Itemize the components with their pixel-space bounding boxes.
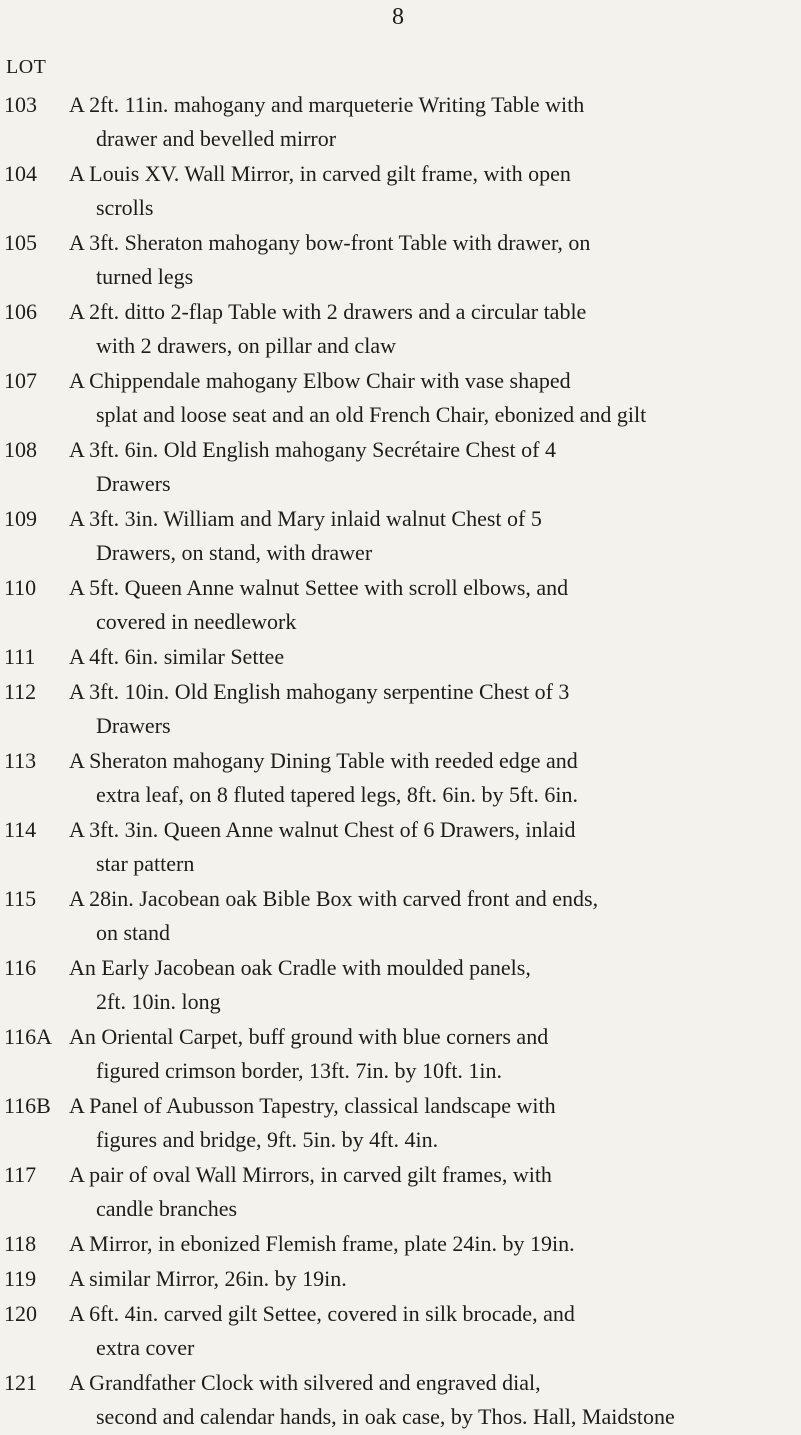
- page-number: 8: [392, 4, 404, 30]
- lot-description-line: A Panel of Aubusson Tapestry, classical landscape with: [69, 1093, 556, 1118]
- lot-entry: [0, 813, 801, 881]
- lot-entry: [0, 744, 801, 812]
- lot-entry: [0, 1089, 801, 1157]
- lot-description: [52, 675, 801, 743]
- lot-description-line: A 3ft. 3in. William and Mary inlaid walnut Chest of 5: [69, 506, 542, 531]
- lot-description-line: A 3ft. 6in. Old English mahogany Secrétaire Chest of 4: [69, 437, 556, 462]
- lot-description: [52, 1297, 801, 1365]
- lot-number: 106: [4, 299, 37, 324]
- lot-description-line: A 6ft. 4in. carved gilt Settee, covered in silk brocade, and: [69, 1301, 575, 1326]
- lot-description-line: A 5ft. Queen Anne walnut Settee with scroll elbows, and: [69, 575, 569, 600]
- lot-entry: [0, 675, 801, 743]
- lot-description-line: An Oriental Carpet, buff ground with blue corners and: [69, 1024, 549, 1049]
- lot-entry: [0, 295, 801, 363]
- lot-description: [52, 157, 801, 225]
- lot-number: 103: [4, 92, 37, 117]
- lot-number: 116B: [4, 1093, 51, 1118]
- lot-description: [52, 951, 801, 1019]
- lot-description: [52, 813, 801, 881]
- lot-description-line: A similar Mirror, 26in. by 19in.: [69, 1266, 347, 1291]
- lot-number: 107: [4, 368, 37, 393]
- lot-description-continuation: Drawers, on stand, with drawer: [96, 540, 373, 565]
- lot-description-continuation: with 2 drawers, on pillar and claw: [96, 333, 396, 358]
- lot-description-continuation: figures and bridge, 9ft. 5in. by 4ft. 4in.: [96, 1127, 439, 1152]
- lot-description-line: A 2ft. 11in. mahogany and marqueterie Writing Table with: [69, 92, 585, 117]
- lot-entry: [0, 640, 801, 674]
- lot-description-line: A Grandfather Clock with silvered and engraved dial,: [69, 1370, 541, 1395]
- lot-number: 121: [4, 1370, 37, 1395]
- lot-description-continuation: extra leaf, on 8 fluted tapered legs, 8ft. 6in. by 5ft. 6in.: [96, 782, 579, 807]
- lot-number: 116: [4, 955, 37, 980]
- lot-description: [52, 1366, 801, 1434]
- lot-number: 104: [4, 161, 37, 186]
- lot-description: [68, 1020, 801, 1088]
- lot-description-continuation: star pattern: [96, 851, 195, 876]
- lot-number: 108: [4, 437, 37, 462]
- lot-number: 109: [4, 506, 37, 531]
- lot-description-line: A Chippendale mahogany Elbow Chair with vase shaped: [69, 368, 571, 393]
- lot-number: 120: [4, 1301, 37, 1326]
- lot-description: [52, 1227, 801, 1261]
- lot-description-continuation: covered in needlework: [96, 609, 297, 634]
- lot-number: 110: [4, 575, 37, 600]
- lot-description: [52, 433, 801, 501]
- lot-entry: [0, 502, 801, 570]
- lot-description-continuation: Drawers: [96, 471, 171, 496]
- lot-entry: [0, 226, 801, 294]
- lot-entry: [0, 882, 801, 950]
- lot-number: 119: [4, 1266, 37, 1291]
- lot-description-line: A 3ft. 10in. Old English mahogany serpentine Chest of 3: [69, 679, 570, 704]
- lot-description-line: A 28in. Jacobean oak Bible Box with carved front and ends,: [69, 886, 599, 911]
- lot-number: 115: [4, 886, 37, 911]
- lot-entry: [0, 571, 801, 639]
- lot-description-line: An Early Jacobean oak Cradle with moulded panels,: [69, 955, 531, 980]
- lot-description-continuation: on stand: [96, 920, 170, 945]
- lot-description-line: A Mirror, in ebonized Flemish frame, plate 24in. by 19in.: [69, 1231, 575, 1256]
- lot-number: 112: [4, 679, 37, 704]
- lot-entry: [0, 88, 801, 156]
- lot-entry: [0, 1297, 801, 1365]
- lot-description: [52, 502, 801, 570]
- lot-description: [52, 1262, 801, 1296]
- lot-description-continuation: drawer and bevelled mirror: [96, 126, 337, 151]
- lot-description-continuation: 2ft. 10in. long: [96, 989, 221, 1014]
- lot-column-heading: LOT: [6, 56, 47, 78]
- lot-description-continuation: candle branches: [96, 1196, 238, 1221]
- lot-description-continuation: figured crimson border, 13ft. 7in. by 10ft. 1in.: [96, 1058, 503, 1083]
- lot-number: 105: [4, 230, 37, 255]
- lot-list: [0, 88, 801, 1435]
- lot-entry: [0, 1158, 801, 1226]
- lot-description-continuation: extra cover: [96, 1335, 195, 1360]
- lot-description-continuation: second and calendar hands, in oak case, by Thos. Hall, Maidstone: [96, 1404, 675, 1429]
- lot-description-continuation: scrolls: [96, 195, 154, 220]
- lot-description: [52, 88, 801, 156]
- lot-description-line: A Louis XV. Wall Mirror, in carved gilt frame, with open: [69, 161, 571, 186]
- lot-description: [52, 226, 801, 294]
- lot-description-continuation: Drawers: [96, 713, 171, 738]
- lot-description: [52, 295, 801, 363]
- lot-number: 116A: [4, 1024, 53, 1049]
- lot-description-line: A Sheraton mahogany Dining Table with reeded edge and: [69, 748, 578, 773]
- lot-description: [52, 364, 801, 432]
- lot-entry: [0, 157, 801, 225]
- lot-entry: [0, 1262, 801, 1296]
- lot-entry: [0, 364, 801, 432]
- lot-entry: [0, 1227, 801, 1261]
- lot-description-line: A pair of oval Wall Mirrors, in carved gilt frames, with: [69, 1162, 552, 1187]
- lot-description-line: A 2ft. ditto 2-flap Table with 2 drawers and a circular table: [69, 299, 587, 324]
- lot-description: [68, 1089, 801, 1157]
- lot-entry: [0, 1366, 801, 1434]
- lot-description-line: A 3ft. 3in. Queen Anne walnut Chest of 6 Drawers, inlaid: [69, 817, 576, 842]
- lot-description: [52, 640, 801, 674]
- lot-number: 113: [4, 748, 37, 773]
- lot-entry: [0, 951, 801, 1019]
- lot-number: 118: [4, 1231, 37, 1256]
- lot-description-continuation: turned legs: [96, 264, 194, 289]
- lot-description: [52, 744, 801, 812]
- lot-number: 117: [4, 1162, 37, 1187]
- lot-description-line: A 3ft. Sheraton mahogany bow-front Table with drawer, on: [69, 230, 591, 255]
- lot-description: [52, 882, 801, 950]
- lot-description-continuation: splat and loose seat and an old French Chair, ebonized and gilt: [96, 402, 647, 427]
- lot-entry: [0, 1020, 801, 1088]
- lot-number: 111: [4, 644, 36, 669]
- lot-description: [52, 1158, 801, 1226]
- lot-description: [52, 571, 801, 639]
- lot-number: 114: [4, 817, 37, 842]
- lot-entry: [0, 433, 801, 501]
- lot-description-line: A 4ft. 6in. similar Settee: [69, 644, 285, 669]
